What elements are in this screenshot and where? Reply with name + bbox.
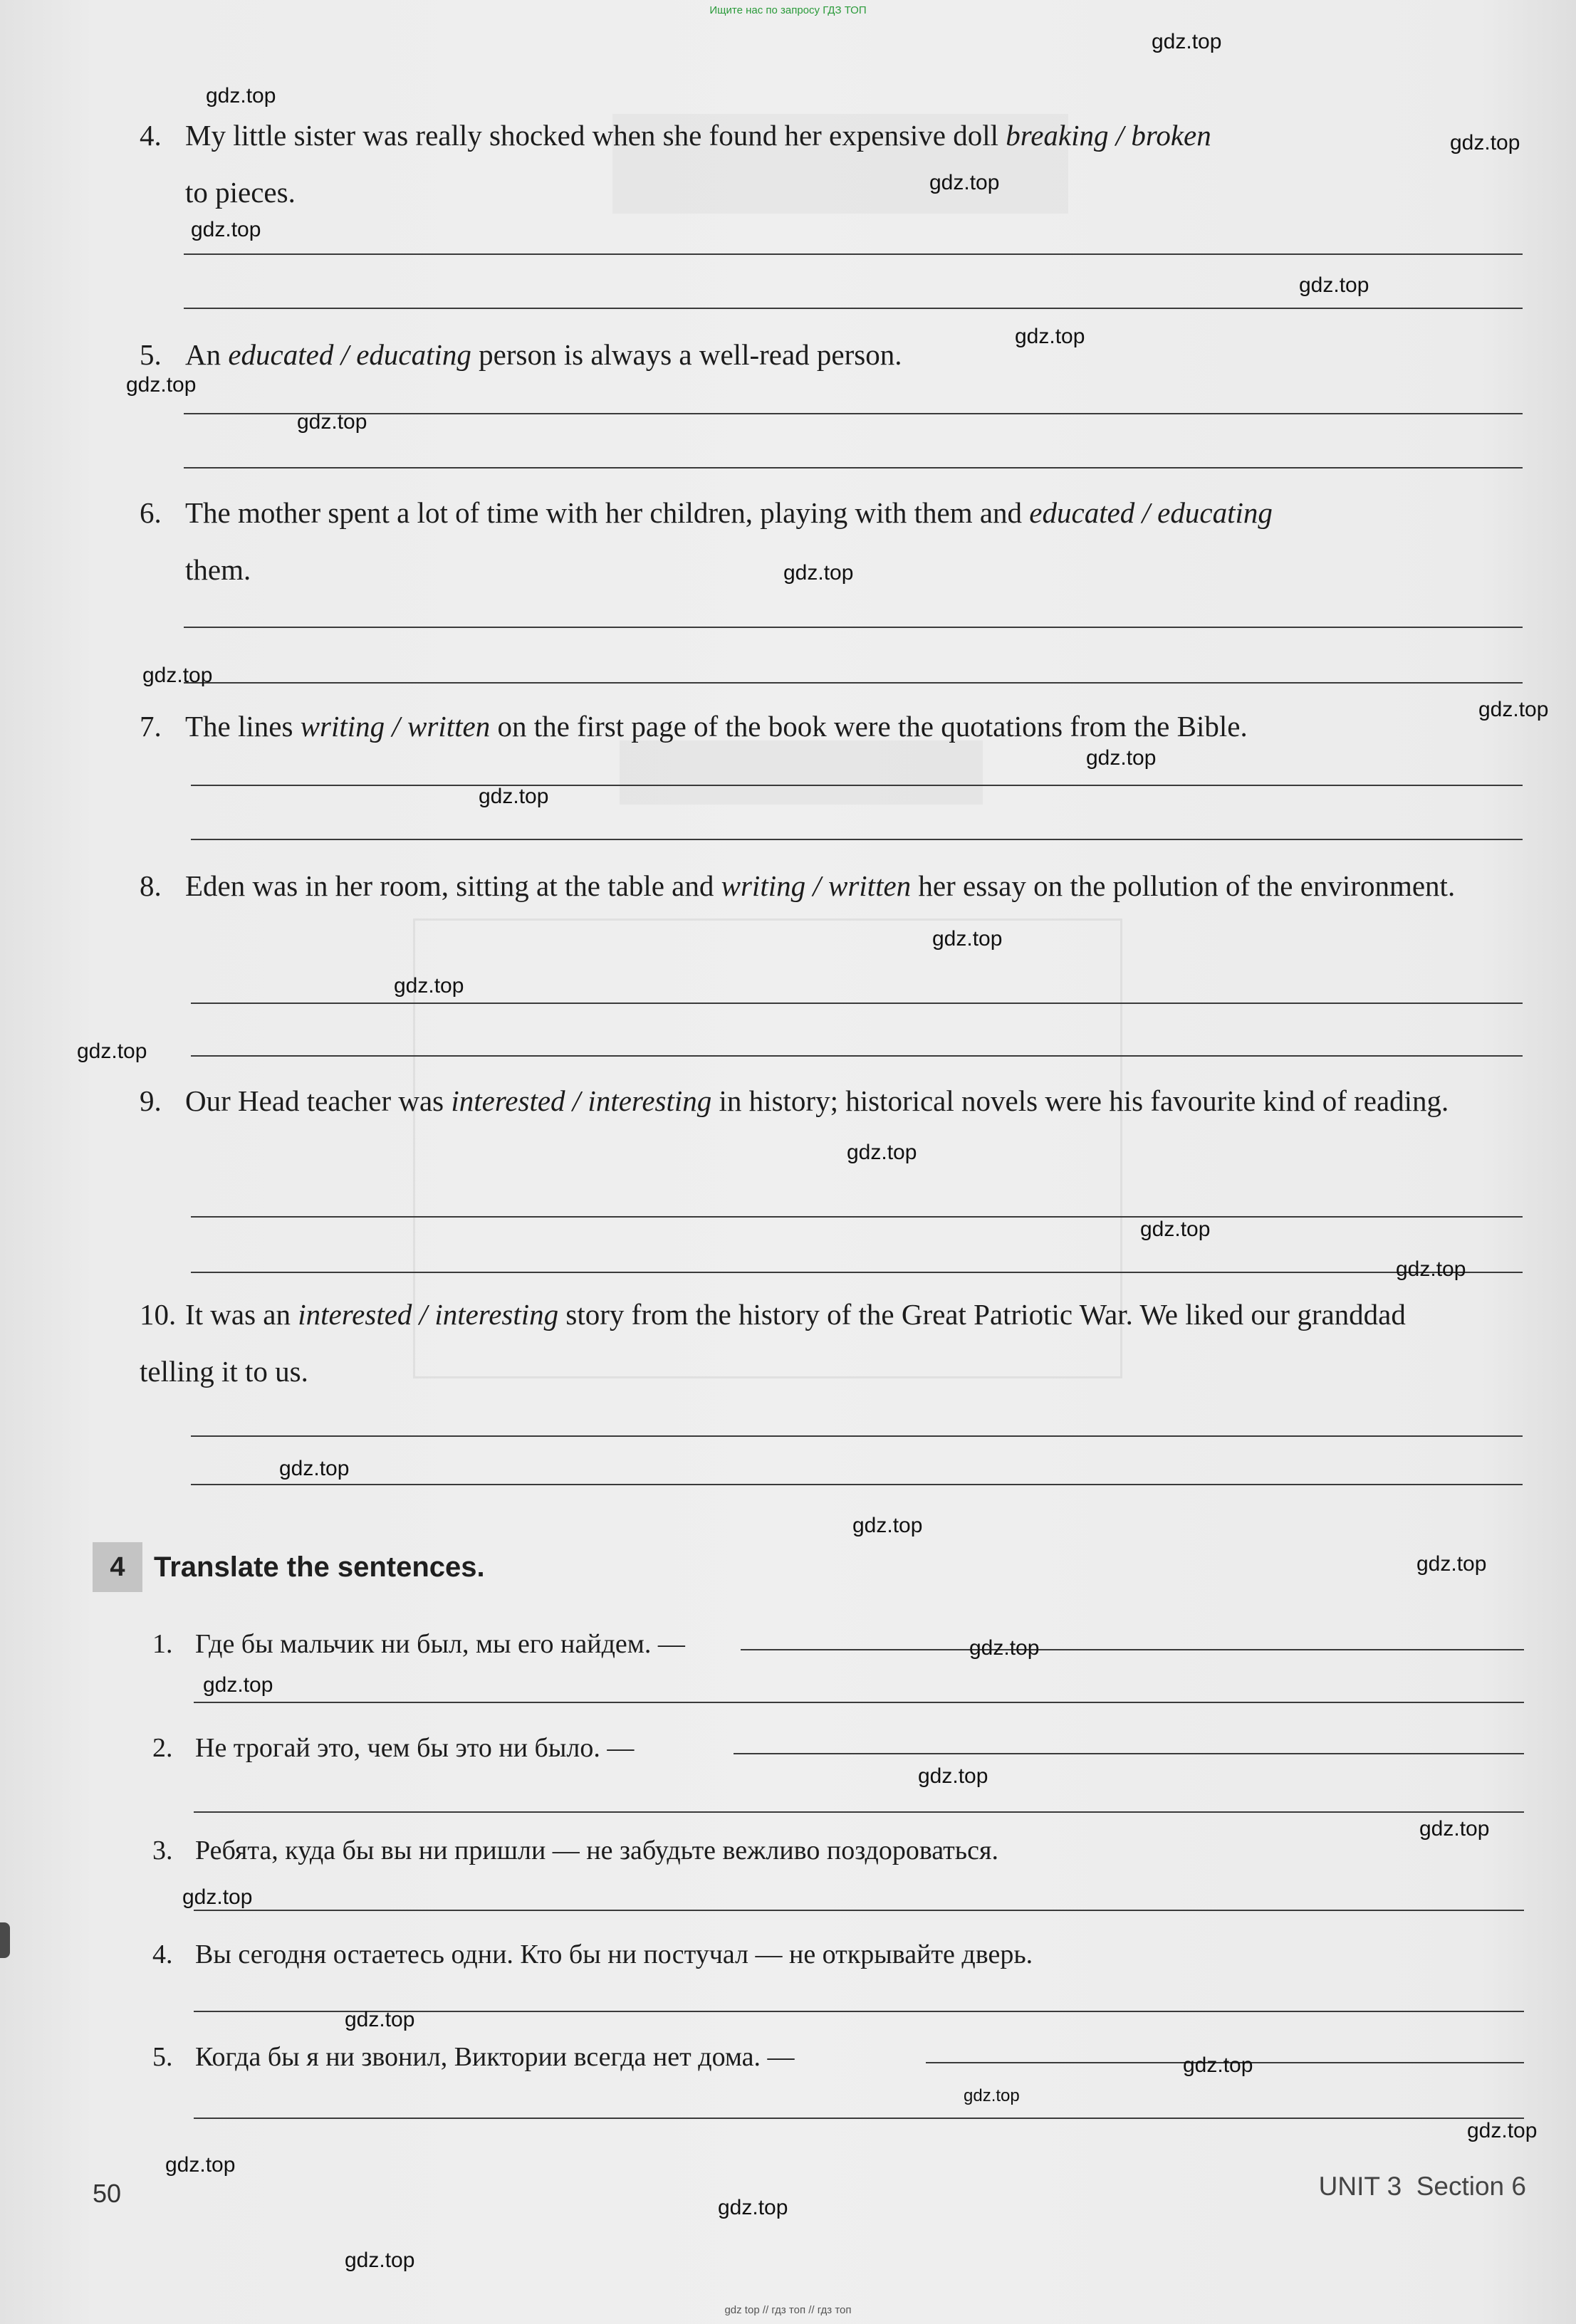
binder-hole [0, 1922, 10, 1958]
watermark: gdz.top [964, 2086, 1020, 2105]
watermark: gdz.top [1450, 131, 1520, 155]
exercise-item-10 [140, 1286, 1486, 1400]
item-text: Где бы мальчик ни был, мы его найдем. — [195, 1629, 685, 1659]
answer-line [191, 1272, 1523, 1273]
answer-line [191, 1055, 1523, 1057]
answer-line [734, 1753, 1524, 1754]
watermark: gdz.top [783, 561, 854, 585]
item-number: 4. [140, 119, 162, 152]
item-number: 10. [140, 1298, 177, 1331]
item-number: 3. [152, 1836, 173, 1865]
watermark: gdz.top [1396, 1257, 1466, 1281]
page-number: 50 [93, 2179, 122, 2208]
watermark: gdz.top [165, 2153, 236, 2177]
bottom-banner: gdz top // гдз топ // гдз топ [724, 2304, 852, 2316]
answer-line [191, 1216, 1523, 1218]
answer-line [184, 627, 1523, 628]
answer-line [194, 1910, 1524, 1911]
footer-unit: UNIT 3 [1318, 2172, 1402, 2201]
item-text: person is always a well-read person. [471, 338, 902, 371]
translate-item-3 [152, 1826, 998, 1875]
answer-line [184, 682, 1523, 684]
item-choice: educated / educating [228, 338, 471, 371]
item-number: 7. [140, 710, 162, 743]
item-text: My little sister was really shocked when she found her expensive doll [185, 119, 1006, 152]
answer-line [191, 1003, 1523, 1004]
item-text: It was an [185, 1298, 298, 1331]
translate-item-2 [152, 1723, 634, 1773]
watermark: gdz.top [1183, 2053, 1253, 2077]
item-choice: educated / educating [1029, 496, 1273, 529]
item-text: to pieces. [185, 176, 296, 209]
watermark: gdz.top [126, 373, 197, 397]
footer-unit-section [1319, 2172, 1526, 2202]
watermark: gdz.top [1416, 1552, 1487, 1576]
footer-section: Section 6 [1416, 2172, 1526, 2201]
watermark: gdz.top [932, 927, 1003, 951]
item-number: 5. [140, 338, 162, 371]
item-number: 9. [140, 1084, 162, 1117]
watermark: gdz.top [345, 2008, 415, 2031]
translate-item-4 [152, 1930, 1033, 1979]
item-text: in history; historical novels were his favourite kind of reading. [711, 1084, 1449, 1117]
watermark: gdz.top [1086, 746, 1157, 770]
item-number: 4. [152, 1940, 173, 1969]
watermark: gdz.top [1140, 1218, 1211, 1241]
item-text: Our Head teacher was [185, 1084, 452, 1117]
item-text: Когда бы я ни звонил, Виктории всегда нет дома. — [195, 2042, 795, 2072]
item-text: on the first page of the book were the quotations from the Bible. [490, 710, 1248, 743]
watermark: gdz.top [279, 1457, 350, 1480]
item-text: Eden was in her room, sitting at the table and [185, 869, 721, 902]
watermark: gdz.top [142, 664, 213, 687]
item-number: 6. [140, 496, 162, 529]
item-text: The mother spent a lot of time with her children, playing with them and [185, 496, 1030, 529]
item-number: 5. [152, 2042, 173, 2072]
exercise-item-8 [140, 857, 1486, 914]
watermark: gdz.top [969, 1636, 1040, 1660]
item-text: The lines [185, 710, 301, 743]
watermark: gdz.top [77, 1040, 147, 1063]
exercise-item-5 [140, 326, 1486, 383]
answer-line [194, 1811, 1524, 1813]
watermark: gdz.top [1299, 273, 1369, 297]
answer-line [184, 413, 1523, 414]
item-number: 1. [152, 1629, 173, 1659]
top-banner: Ищите нас по запросу ГДЗ ТОП [709, 4, 867, 16]
item-text: Вы сегодня остаетесь одни. Кто бы ни постучал — не открывайте дверь. [195, 1940, 1033, 1969]
item-choice: writing / written [721, 869, 912, 902]
answer-line [184, 308, 1523, 309]
answer-line [191, 1435, 1523, 1437]
item-text: An [185, 338, 229, 371]
item-choice: writing / written [300, 710, 491, 743]
answer-line [194, 1702, 1524, 1703]
answer-line [191, 839, 1523, 840]
watermark: gdz.top [479, 785, 549, 808]
exercise-number-badge: 4 [93, 1542, 142, 1592]
watermark: gdz.top [345, 2249, 415, 2272]
watermark: gdz.top [297, 410, 367, 434]
watermark: gdz.top [182, 1885, 253, 1909]
item-text: story from the history of the Great Patriotic War. We liked our granddad telling it to us. [140, 1298, 1406, 1388]
item-number: 2. [152, 1733, 173, 1763]
watermark: gdz.top [852, 1514, 923, 1537]
item-choice: interested / interesting [451, 1084, 712, 1117]
translate-item-1 [152, 1619, 685, 1669]
exercise-item-9 [140, 1072, 1486, 1129]
watermark: gdz.top [1015, 325, 1085, 348]
answer-line [184, 253, 1523, 255]
item-number: 8. [140, 869, 162, 902]
watermark: gdz.top [929, 171, 1000, 194]
answer-line [191, 1484, 1523, 1485]
watermark: gdz.top [1467, 2119, 1538, 2142]
item-text: Ребята, куда бы вы ни пришли — не забудьте вежливо поздороваться. [195, 1836, 998, 1865]
answer-line [184, 467, 1523, 469]
answer-line [191, 785, 1523, 786]
exercise-title: Translate the sentences. [154, 1551, 485, 1583]
exercise-item-7 [140, 698, 1486, 755]
answer-line [194, 2118, 1524, 2119]
watermark: gdz.top [206, 84, 276, 108]
watermark: gdz.top [1419, 1817, 1490, 1841]
watermark: gdz.top [191, 218, 261, 241]
item-text: them. [185, 553, 251, 586]
translate-item-5 [152, 2032, 795, 2082]
watermark: gdz.top [847, 1141, 917, 1164]
watermark: gdz.top [718, 2196, 788, 2219]
watermark: gdz.top [918, 1764, 988, 1788]
watermark: gdz.top [394, 974, 464, 998]
watermark: gdz.top [1478, 698, 1549, 721]
item-choice: interested / interesting [298, 1298, 559, 1331]
item-text: Не трогай это, чем бы это ни было. — [195, 1733, 635, 1763]
item-choice: breaking / broken [1006, 119, 1211, 152]
item-text: her essay on the pollution of the environment. [911, 869, 1456, 902]
watermark: gdz.top [203, 1673, 273, 1697]
watermark: gdz.top [1152, 30, 1222, 53]
answer-line [741, 1649, 1524, 1650]
exercise-item-4 [140, 107, 1486, 221]
